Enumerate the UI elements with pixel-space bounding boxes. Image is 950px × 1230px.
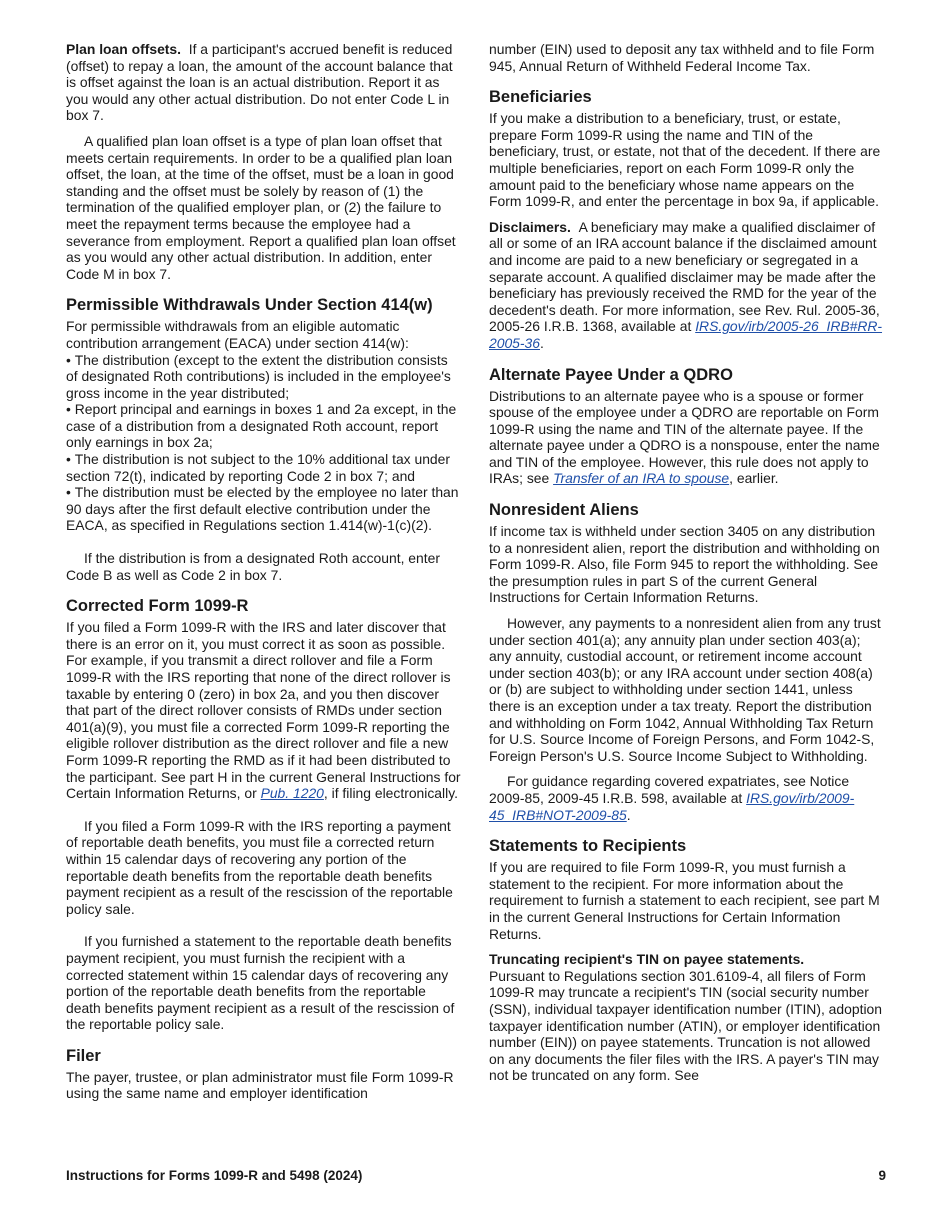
statements-paragraph: If you are required to file Form 1099-R, you must furnish a statement to the recipient. For more information about the requirement to furnish a statement to each recipient, see part M in the current General Instructions for Certain Information Returns.: [489, 859, 880, 942]
bullet-item: • Report principal and earnings in boxes 1 and 2a except, in the case of a distribution from a designated Roth account, report only earnings in box 2a;: [66, 401, 463, 451]
plan-loan-offsets-heading: Plan loan offsets.: [66, 41, 182, 57]
corrected-paragraph-3: If you furnished a statement to the reportable death benefits payment recipient, you must furnish the recipient with a corrected statement within 15 calendar days of recovering any portion of the reportable death benefits from the reportable death benefits payment recipient as a result of the rescission of the reportable policy sale.: [66, 933, 455, 1033]
page-footer: [66, 1168, 886, 1183]
footer-title: Instructions for Forms 1099-R and 5498 (2024): [66, 1168, 363, 1183]
qdro-text-end: , earlier.: [729, 470, 779, 487]
expatriates-text: For guidance regarding covered expatriates, see Notice 2009-85, 2009-45 I.R.B. 598, available at: [489, 773, 850, 806]
filer-heading: Filer: [66, 1046, 101, 1065]
qualified-loan-offset-paragraph: A qualified plan loan offset is a type of plan loan offset that meets certain requirements. In order to be a qualified plan loan offset, the loan, at the time of the offset, must be a loan in good standing and the offset must be solely by reason of (1) the termination of the qualified employer plan, or (2) the failure to meet the repayment terms because the employee had a severance from employment. Report a qualified plan loan offset as you would any other actual distribution. In addition, enter Code M in box 7.: [66, 132, 456, 282]
disclaimers-text: A beneficiary may make a qualified disclaimer of all or some of an IRA account balance if the disclaimed amount and income are paid to a new beneficiary or segregated in a separate account. A qualified disclaimer may be made after the beneficiary has previously received the RMD for the year of the decedent's death. For more information, see Rev. Rul. 2005-36, 2005-26 I.R.B. 1368, available at: [489, 218, 880, 335]
corrected-text: If you filed a Form 1099-R with the IRS and later discover that there is an error on it, you must correct it as soon as possible. For example, if you transmit a direct rollover and file a Form 1099-R with the IRS reporting that none of the direct rollover is taxable by entering 0 (zero) in box 2a, and you then discover that part of the direct rollover consists of RMDs under section 401(a)(9), you must file a corrected Form 1099-R reporting the eligible rollover distribution as the direct rollover and file a new Form 1099-R reporting the RMD as if it had been distributed to the participant. See part H in the current General Instructions for Certain Information Returns, or: [66, 619, 461, 802]
nonresident-paragraph-3: [489, 773, 886, 823]
nonresident-paragraph-2: However, any payments to a nonresident alien from any trust under section 401(a); any annuity plan under section 403(a); any annuity, custodial account, or retirement income account under section 403(b); or any IRA account under section 408(a) or (b) are subject to withholding under section 1441, unless there is an exception under a tax treaty. Report the distribution and withholding on Form 1042, Annual Withholding Tax Return for U.S. Source Income of Foreign Persons, and Form 1042-S, Foreign Person's U.S. Source Income Subject to Withholding.: [489, 615, 881, 764]
corrected-paragraph-2: If you filed a Form 1099-R with the IRS reporting a payment of reportable death benefits, you must file a corrected return within 15 calendar days of recovering any portion of the reportable death benefits from the reportable death benefits payment recipient as a result of the rescission of the reportable policy sale.: [66, 817, 453, 917]
truncating-text: Pursuant to Regulations section 301.6109-4, all filers of Form 1099-R may truncate a recipient's TIN (social security number (SSN), individual taxpayer identification number (ITIN), adoption taxpayer identification number (ATIN), or employer identification number (EIN)) on payee statements. Truncation is not allowed on any documents the filer files with the IRS. A payer's TIN may not be truncated on any form. See: [489, 967, 882, 1084]
rev-rul-link[interactable]: IRS.gov/irb/2005-26_IRB#RR-2005-36: [489, 318, 883, 351]
corrected-text-end: , if filing electronically.: [323, 785, 458, 802]
nonresident-paragraph-1: If income tax is withheld under section 3405 on any distribution to a nonresident alien, report the distribution and withholding on Form 1099-R. Also, file Form 945 to report the withholding. See the presumption rules in part S of the current General Instructions for Certain Information Returns.: [489, 523, 880, 606]
filer-paragraph: The payer, trustee, or plan administrator must file Form 1099-R using the same name and employer identification: [66, 1068, 454, 1102]
continued-paragraph: number (EIN) used to deposit any tax withheld and to file Form 945, Annual Return of Withheld Federal Income Tax.: [489, 41, 875, 74]
truncating-heading: Truncating recipient's TIN on payee statements.: [489, 951, 805, 968]
permissible-withdrawals-heading: Permissible Withdrawals Under Section 414(w): [66, 296, 433, 315]
bullet-item: • The distribution is not subject to the 10% additional tax under section 72(t), indicated by reporting Code 2 in box 7; and: [66, 451, 463, 484]
truncating-paragraph: [489, 951, 886, 1084]
transfer-ira-link[interactable]: Transfer of an IRA to spouse: [553, 470, 730, 487]
left-column: [66, 41, 463, 1111]
qdro-heading: Alternate Payee Under a QDRO: [489, 365, 733, 384]
bullet-item: • The distribution must be elected by the employee no later than 90 days after the first default elective contribution under the EACA, as specified in Regulations section 1.414(w)-1(c)(2).: [66, 484, 463, 534]
qdro-paragraph: [489, 388, 886, 488]
beneficiaries-heading: Beneficiaries: [489, 88, 592, 107]
period: .: [626, 806, 631, 823]
nonresident-heading: Nonresident Aliens: [489, 501, 639, 520]
corrected-form-heading: Corrected Form 1099-R: [66, 597, 249, 616]
plan-loan-offsets-paragraph: [66, 41, 463, 124]
permissible-intro: For permissible withdrawals from an eligible automatic contribution arrangement (EACA) under section 414(w):: [66, 318, 409, 351]
notice-link[interactable]: IRS.gov/irb/2009-45_IRB#NOT-2009-85: [489, 789, 855, 823]
right-column: [489, 41, 886, 1093]
qdro-text: Distributions to an alternate payee who is a spouse or former spouse of the employee under a QDRO are reportable on Form 1099-R using the name and TIN of the alternate payee. If the alternate payee under a QDRO is a nonspouse, enter the name and TIN of the employee. However, this rule does not apply to IRAs; see: [489, 387, 880, 487]
corrected-paragraph-1: [66, 619, 463, 802]
statements-heading: Statements to Recipients: [489, 837, 687, 856]
beneficiaries-paragraph: If you make a distribution to a beneficiary, trust, or estate, prepare Form 1099-R using the name and TIN of the beneficiary, trust, or estate, not that of the decedent. If there are multiple beneficiaries, report on each Form 1099-R only the amount paid to the beneficiary whose name appears on the Form 1099-R, and enter the percentage in box 9a, if applicable.: [489, 110, 881, 210]
pub-1220-link[interactable]: Pub. 1220: [260, 785, 324, 802]
period: .: [539, 334, 544, 351]
bullet-item: • The distribution (except to the extent the distribution consists of designated Roth contributions) is included in the employee's gross income in the year distributed;: [66, 352, 463, 402]
plan-loan-offsets-text: If a participant's accrued benefit is reduced (offset) to repay a loan, the amount of the account balance that is offset against the loan is an actual distribution. Report it as you would any other actual distribution. Do not enter Code L in box 7.: [66, 41, 453, 124]
page-number: 9: [878, 1168, 886, 1183]
disclaimers-heading: Disclaimers.: [489, 218, 571, 235]
roth-paragraph: If the distribution is from a designated Roth account, enter Code B as well as Code 2 in box 7.: [66, 550, 440, 583]
disclaimers-paragraph: [489, 219, 886, 352]
